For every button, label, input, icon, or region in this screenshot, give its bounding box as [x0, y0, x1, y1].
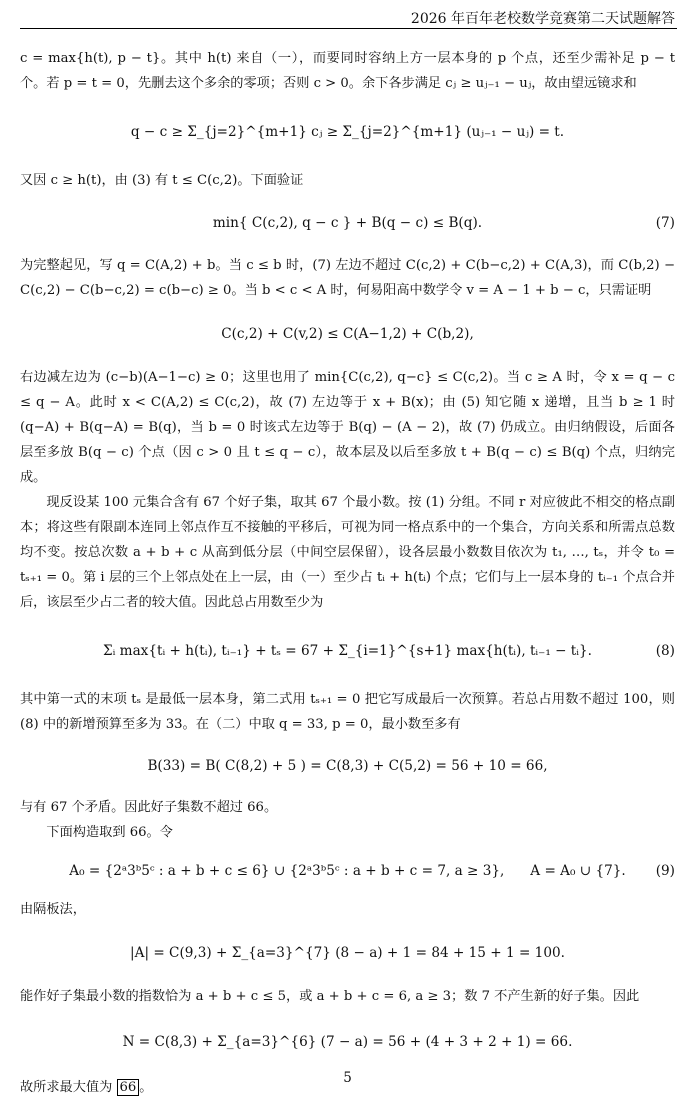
equation-9-number: (9)	[655, 863, 675, 879]
paragraph-2: 又因 c ≥ h(t)，由 (3) 有 t ≤ C(c,2)。下面验证	[20, 173, 304, 188]
equation-9-body: A₀ = {2ᵃ3ᵇ5ᶜ : a + b + c ≤ 6} ∪ {2ᵃ3ᵇ5ᶜ : a + b + c = 7, a ≥ 3}, A = A₀ ∪ {7}.	[69, 863, 626, 879]
equation-set-size-body: |A| = C(9,3) + Σ_{a=3}^{7} (8 − a) + 1 = 84 + 15 + 1 = 100.	[130, 945, 565, 961]
paragraph-8: 下面构造取到 66。令	[46, 825, 173, 840]
equation-9	[20, 851, 675, 891]
page-content	[20, 46, 675, 1100]
equation-7	[20, 199, 675, 247]
equation-telescoping-body: q − c ≥ Σ_{j=2}^{m+1} cⱼ ≥ Σ_{j=2}^{m+1} (uⱼ₋₁ − uⱼ) = t.	[130, 124, 565, 140]
equation-b33-body: B(33) = B( C(8,2) + 5 ) = C(8,3) + C(5,2) = 56 + 10 = 66,	[147, 758, 548, 774]
equation-set-size	[20, 928, 675, 978]
equation-binomial-inequality-body: C(c,2) + C(v,2) ≤ C(A−1,2) + C(b,2),	[221, 326, 474, 342]
conclusion-suffix: 。	[139, 1080, 153, 1095]
final-answer-box: 66	[117, 1079, 140, 1096]
paragraph-9: 由隔板法，	[20, 902, 86, 917]
equation-8	[20, 621, 675, 681]
equation-b33	[20, 743, 675, 789]
header-rule	[20, 28, 677, 29]
paragraph-5: 现反设某 100 元集合含有 67 个好子集，取其 67 个最小数。按 (1) 分组。不同 r 对应彼此不相交的格点副本；将这些有限副本连同上邻点作互不接触的平移后，可视为同一格点系中的一个集合，方向关系和所需点总数均不变。按总次数 a + b + c 从高到低分层（中间空层保留），设各层最小数数目依次为 t₁, …, tₛ，并令 t₀ = tₛ₊₁ = 0。第 i 层的三个上邻点处在上一层，由（一）至少占 tᵢ + h(tᵢ) 个点；它们与上一层本身的 tᵢ₋₁ 个点合并后，该层至少占二者的较大值。因此总占用数至少为	[20, 495, 675, 610]
paragraph-1: c = max{h(t), p − t}。其中 h(t) 来自（一），而要同时容纳上方一层本身的 p 个点，还至少需补足 p − t 个。若 p = t = 0，先删去这个多余的零项；否则 c > 0。余下各步满足 cⱼ ≥ uⱼ₋₁ − uⱼ，故由望远镜求和	[20, 51, 675, 91]
page-number: 5	[343, 1070, 352, 1086]
equation-count-n-body: N = C(8,3) + Σ_{a=3}^{6} (7 − a) = 56 + (4 + 3 + 2 + 1) = 66.	[122, 1034, 573, 1050]
conclusion-prefix: 故所求最大值为	[20, 1080, 117, 1095]
equation-7-body: min{ C(c,2), q − c } + B(q − c) ≤ B(q).	[212, 215, 483, 231]
equation-8-number: (8)	[655, 643, 675, 659]
page-header: 2026 年百年老校数学竞赛第二天试题解答	[410, 11, 675, 27]
paragraph-3: 为完整起见，写 q = C(A,2) + b。当 c ≤ b 时，(7) 左边不超过 C(c,2) + C(b−c,2) + C(A,3)，而 C(b,2) − C(c,2) − C(b−c,2) = c(b−c) ≥ 0。当 b < c < A 时，何易阳高中数学令 v = A − 1 + b − c，只需证明	[20, 258, 675, 298]
equation-count-n	[20, 1015, 675, 1069]
equation-7-number: (7)	[655, 215, 675, 231]
equation-telescoping	[20, 102, 675, 162]
paragraph-10: 能作好子集最小数的指数恰为 a + b + c ≤ 5，或 a + b + c = 6, a ≥ 3；数 7 不产生新的好子集。因此	[20, 989, 640, 1004]
paragraph-6: 其中第一式的末项 tₛ 是最低一层本身，第二式用 tₛ₊₁ = 0 把它写成最后一次预算。若总占用数不超过 100，则 (8) 中的新增预算至多为 33。在（二）中取 q = 33, p = 0，最小数至多有	[20, 692, 675, 732]
paragraph-4: 右边减左边为 (c−b)(A−1−c) ≥ 0；这里也用了 min{C(c,2), q−c} ≤ C(c,2)。当 c ≥ A 时，令 x = q − c ≤ q − A。此时 x < C(A,2) ≤ C(c,2)，故 (7) 左边等于 x + B(x)；由 (5) 知它随 x 递增，且当 b ≥ 1 时 (q−A) + B(q−A) = B(q)，当 b = 0 时该式左边等于 B(q) − (A − 2)，故 (7) 仍成立。由归纳假设，后面各层至多放 B(q − c) 个点（因 c > 0 且 t ≤ q − c），故本层及以后至多放 t + B(q − c) ≤ B(q) 个点，归纳完成。	[20, 370, 676, 485]
equation-8-body: Σᵢ max{tᵢ + h(tᵢ), tᵢ₋₁} + tₛ = 67 + Σ_{i=1}^{s+1} max{h(tᵢ), tᵢ₋₁ − tᵢ}.	[103, 643, 592, 659]
paragraph-7: 与有 67 个矛盾。因此好子集数不超过 66。	[20, 800, 278, 815]
equation-binomial-inequality	[20, 309, 675, 359]
